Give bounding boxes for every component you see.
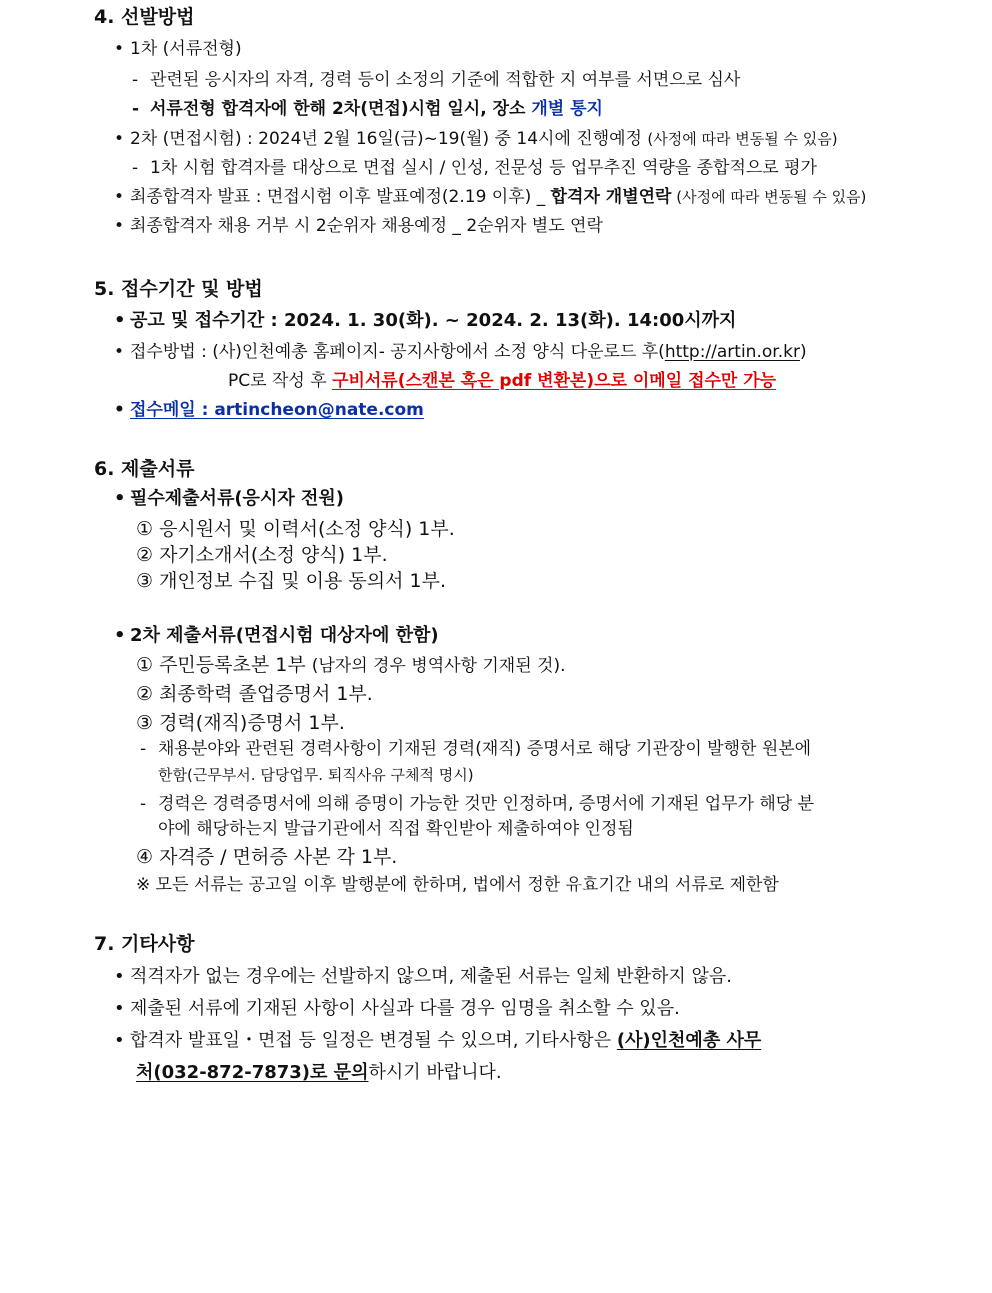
s4-detail-2: - 서류전형 합격자에 한해 2차(면접)시험 일시, 장소 개별 통지 (132, 99, 603, 119)
s6-g1-item-2: ② 자기소개서(소정 양식) 1부. (136, 544, 388, 566)
bullet-dot: • (114, 216, 125, 236)
bullet-dot: • (114, 1030, 125, 1051)
homepage-link[interactable]: http://artin.or.kr (664, 342, 800, 362)
s4-detail-1: - 관련된 응시자의 자격, 경력 등이 소정의 기준에 적합한 지 여부를 서면으로 심사 (132, 70, 741, 90)
bullet-dot: • (114, 966, 125, 987)
s6-g2-item-2: ② 최종학력 졸업증명서 1부. (136, 683, 373, 705)
contact-email-link[interactable]: artincheon@nate.com (214, 400, 424, 420)
s6-g1-item-3: ③ 개인정보 수집 및 이용 동의서 1부. (136, 570, 447, 592)
bullet-dot: • (114, 187, 125, 207)
section-7-heading: 7. 기타사항 (94, 933, 195, 955)
s6-g2-detail-2-line-1: - 경력은 경력증명서에 의해 증명이 가능한 것만 인정하며, 증명서에 기재된 업무가 해당 분 (140, 794, 815, 814)
bullet-dot: • (114, 39, 125, 59)
s4-bullet-4: • 최종합격자 채용 거부 시 2순위자 채용예정 _ 2순위자 별도 연락 (114, 216, 603, 236)
bullet-dot: • (114, 625, 126, 646)
s6-g1-item-1: ① 응시원서 및 이력서(소정 양식) 1부. (136, 518, 455, 540)
s6-note: ※ 모든 서류는 공고일 이후 발행분에 한하며, 법에서 정한 유효기간 내의 서류로 제한함 (136, 875, 779, 895)
s5-bullet-1: • 공고 및 접수기간 : 2024. 1. 30(화). ~ 2024. 2. 13(화). 14:00시까지 (114, 310, 737, 331)
dash-mark: - (132, 158, 139, 178)
s4-bullet-2: • 2차 (면접시험) : 2024년 2월 16일(금)~19(월) 중 14시에 진행예정 (사정에 따라 변동될 수 있음) (114, 129, 838, 149)
dash-mark: - (140, 739, 147, 759)
s5-bullet-2: • 접수방법 : (사)인천예총 홈페이지- 공지사항에서 소정 양식 다운로드 후(http://artin.or.kr) (114, 342, 807, 362)
bullet-dot: • (114, 342, 125, 362)
s6-g2-detail-1-line-1: - 채용분야와 관련된 경력사항이 기재된 경력(재직) 증명서로 해당 기관장이 발행한 원본에 (140, 739, 812, 759)
s6-g2-item-3: ③ 경력(재직)증명서 1부. (136, 712, 345, 734)
s7-bullet-1: • 적격자가 없는 경우에는 선발하지 않으며, 제출된 서류는 일체 반환하지 않음. (114, 966, 732, 987)
s6-group-1-title: • 필수제출서류(응시자 전원) (114, 488, 344, 509)
s5-bullet-2-continued: PC로 작성 후 구비서류(스캔본 혹은 pdf 변환본)으로 이메일 접수만 가능 (228, 371, 777, 391)
s4-detail-3: - 1차 시험 합격자를 대상으로 면접 실시 / 인성, 전문성 등 업무추진 역량을 종합적으로 평가 (132, 158, 817, 178)
s6-group-2-title: • 2차 제출서류(면접시험 대상자에 한함) (114, 625, 439, 646)
s7-bullet-3: • 합격자 발표일・면접 등 일정은 변경될 수 있으며, 기타사항은 (사)인천예총 사무 (114, 1030, 762, 1051)
dash-mark: - (132, 70, 139, 90)
section-4-heading: 4. 선발방법 (94, 6, 195, 28)
bullet-dot: • (114, 998, 125, 1019)
section-6-heading: 6. 제출서류 (94, 458, 195, 480)
bullet-dot: • (114, 129, 125, 149)
s5-bullet-3: • 접수메일 : artincheon@nate.com (114, 400, 424, 420)
s7-bullet-3-continued: 처(032-872-7873)로 문의하시기 바랍니다. (136, 1062, 502, 1083)
bullet-dot: • (114, 400, 125, 420)
dash-mark: - (132, 99, 140, 119)
s6-g2-item-4: ④ 자격증 / 면허증 사본 각 1부. (136, 846, 398, 868)
bullet-dot: • (114, 488, 126, 509)
s7-bullet-2: • 제출된 서류에 기재된 사항이 사실과 다를 경우 임명을 취소할 수 있음. (114, 998, 680, 1019)
section-5-heading: 5. 접수기간 및 방법 (94, 278, 263, 300)
s6-g2-detail-1-line-2: 한함(근무부서. 담당업무. 퇴직사유 구체적 명시) (158, 766, 474, 784)
s6-g2-detail-2-line-2: 야에 해당하는지 발급기관에서 직접 확인받아 제출하여야 인정됨 (158, 819, 634, 839)
dash-mark: - (140, 794, 147, 814)
s4-bullet-3: • 최종합격자 발표 : 면접시험 이후 발표예정(2.19 이후) _ 합격자 개별연락 (사정에 따라 변동될 수 있음) (114, 187, 867, 207)
s4-bullet-1: • 1차 (서류전형) (114, 39, 242, 59)
s6-g2-item-1: ① 주민등록초본 1부 (남자의 경우 병역사항 기재된 것). (136, 654, 566, 676)
bullet-dot: • (114, 310, 126, 331)
